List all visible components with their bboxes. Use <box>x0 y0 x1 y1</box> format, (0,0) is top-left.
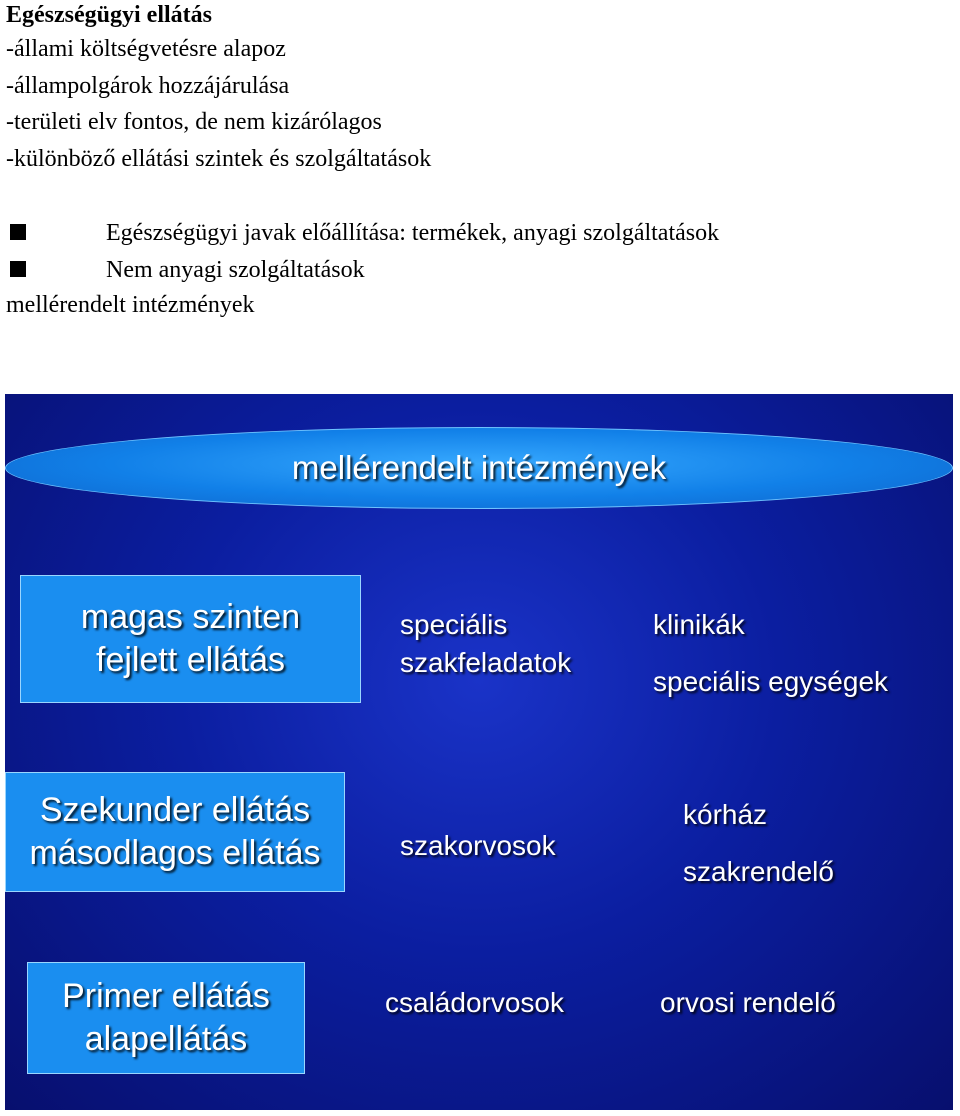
text-line: -különböző ellátási szintek és szolgáltatások <box>6 146 432 172</box>
right-label: szakrendelő <box>683 856 834 887</box>
level-box-tertiary <box>20 575 361 703</box>
care-levels-diagram <box>5 394 953 1110</box>
box-line: fejlett ellátás <box>96 641 285 679</box>
middle-label: szakfeladatok <box>400 647 572 678</box>
box-line: másodlagos ellátás <box>29 834 321 872</box>
middle-label: speciális <box>400 609 508 640</box>
right-label: kórház <box>683 799 768 830</box>
right-label: orvosi rendelő <box>660 987 836 1018</box>
level-box-secondary <box>5 772 345 892</box>
square-bullet-icon <box>10 224 26 240</box>
bullet-item <box>6 218 946 248</box>
level-box-primary <box>27 962 305 1074</box>
box-line: Primer ellátás <box>62 977 270 1015</box>
page-title: Egészségügyi ellátás <box>6 2 212 28</box>
ellipse-label: mellérendelt intézmények <box>291 449 667 486</box>
box-line: alapellátás <box>84 1020 248 1058</box>
middle-label: szakorvosok <box>400 830 556 861</box>
text-line: -állampolgárok hozzájárulása <box>6 73 290 99</box>
text-line: -állami költségvetésre alapoz <box>6 36 286 62</box>
box-line: Szekunder ellátás <box>39 791 311 829</box>
bullet-text: Egészségügyi javak előállítása: termékek, anyagi szolgáltatások <box>106 220 720 246</box>
middle-label: családorvosok <box>385 987 564 1018</box>
bullet-text: Nem anyagi szolgáltatások <box>106 257 365 283</box>
text-line: -területi elv fontos, de nem kizárólagos <box>6 109 382 135</box>
right-label: klinikák <box>653 609 745 640</box>
bullet-item <box>6 255 946 285</box>
right-label: speciális egységek <box>653 666 889 697</box>
square-bullet-icon <box>10 261 26 277</box>
box-line: magas szinten <box>80 598 301 636</box>
subheading: mellérendelt intézmények <box>6 292 255 318</box>
